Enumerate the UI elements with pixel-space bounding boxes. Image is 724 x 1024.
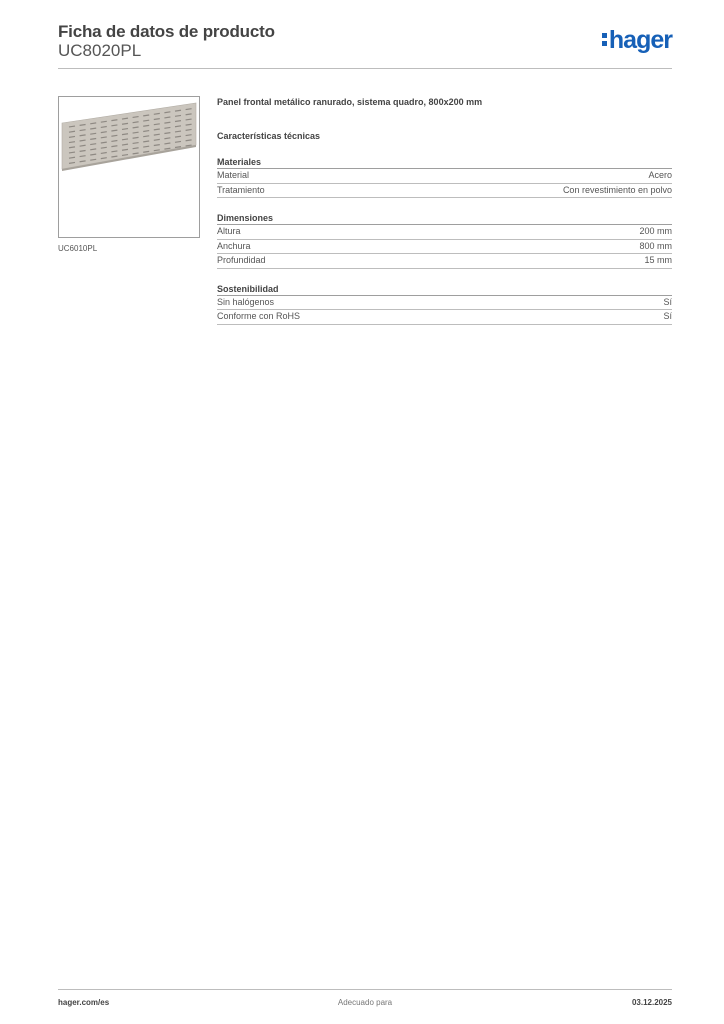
page-footer bbox=[58, 998, 672, 1010]
section-title: Sostenibilidad bbox=[217, 283, 672, 296]
spec-label: Anchura bbox=[217, 240, 251, 251]
spec-row bbox=[217, 310, 672, 325]
spec-label: Altura bbox=[217, 226, 241, 236]
hager-logo bbox=[602, 26, 672, 55]
section-title: Materiales bbox=[217, 156, 672, 169]
spec-row bbox=[217, 296, 672, 311]
spec-row bbox=[217, 225, 672, 240]
spec-value: 15 mm bbox=[644, 255, 672, 265]
footer-divider bbox=[58, 989, 672, 990]
slotted-panel-image bbox=[59, 97, 199, 237]
section-dimensiones bbox=[217, 212, 672, 269]
document-title: Ficha de datos de producto bbox=[58, 22, 275, 41]
section-sostenibilidad bbox=[217, 283, 672, 325]
product-details bbox=[217, 96, 672, 325]
spec-label: Material bbox=[217, 170, 250, 180]
section-materiales bbox=[217, 156, 672, 198]
spec-label: Profundidad bbox=[217, 255, 266, 265]
spec-label: Tratamiento bbox=[217, 184, 265, 195]
logo-text: hager bbox=[608, 26, 672, 54]
header-divider bbox=[58, 68, 672, 69]
spec-label: Conforme con RoHS bbox=[217, 311, 301, 321]
product-title: Panel frontal metálico ranurado, sistema quadro, 800x200 mm bbox=[217, 97, 483, 107]
spec-value: 800 mm bbox=[639, 240, 672, 251]
spec-value: Con revestimiento en polvo bbox=[562, 184, 672, 195]
spec-label: Sin halógenos bbox=[217, 296, 275, 307]
spec-value: Acero bbox=[648, 170, 672, 180]
spec-row bbox=[217, 184, 672, 199]
spec-value: 200 mm bbox=[639, 226, 672, 236]
image-caption: UC6010PL bbox=[58, 244, 98, 253]
spec-value: Sí bbox=[663, 296, 672, 307]
spec-row bbox=[217, 254, 672, 269]
product-image-frame bbox=[58, 96, 200, 238]
tech-specs-heading: Características técnicas bbox=[217, 131, 321, 141]
spec-row bbox=[217, 240, 672, 255]
footer-website[interactable]: hager.com/es bbox=[58, 998, 110, 1007]
spec-row bbox=[217, 169, 672, 184]
footer-date: 03.12.2025 bbox=[631, 998, 672, 1007]
hager-colon-icon bbox=[602, 31, 607, 47]
page-header bbox=[58, 22, 672, 68]
product-code: UC8020PL bbox=[58, 41, 142, 60]
footer-suitable-for: Adecuado para bbox=[337, 998, 393, 1007]
spec-value: Sí bbox=[663, 311, 672, 321]
section-title: Dimensiones bbox=[217, 212, 672, 225]
